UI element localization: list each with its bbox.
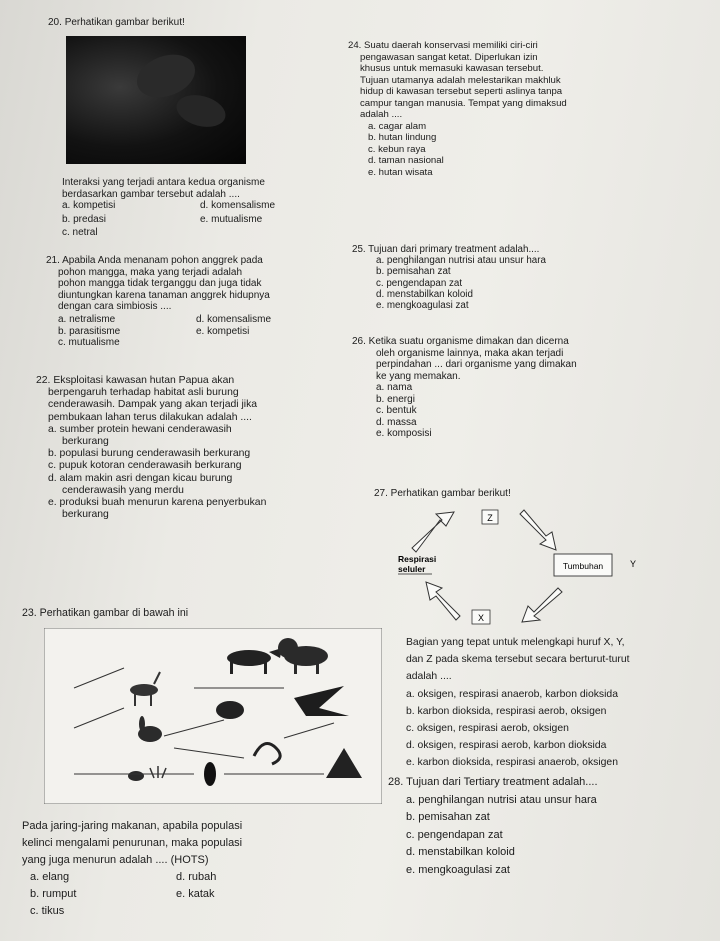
badger-icon xyxy=(216,701,244,719)
label-tumbuhan: Tumbuhan xyxy=(562,561,604,571)
arrow-down-right xyxy=(522,588,562,622)
option-d[interactable]: d. komensalisme xyxy=(200,200,276,211)
stem-line: pohon mangga tidak terganggu dan juga tidak xyxy=(58,278,262,290)
question-24 xyxy=(348,40,567,178)
option-b[interactable]: b. pemisahan zat xyxy=(376,266,451,278)
label-seluler: seluler xyxy=(398,564,426,574)
option-c[interactable]: c. bentuk xyxy=(376,405,417,416)
option-e-cont: berkurang xyxy=(62,509,109,521)
option-d[interactable]: d. taman nasional xyxy=(368,155,444,166)
option-e[interactable]: e. mengkoagulasi zat xyxy=(376,300,469,312)
stem-line: pengawasan sangat ketat. Diperlukan izin xyxy=(360,51,538,63)
question-28 xyxy=(388,774,598,879)
question-number: 20. xyxy=(48,17,62,28)
stem-line: cenderawasih. Dampak yang akan terjadi jika xyxy=(48,399,258,411)
stem-line: 25. Tujuan dari primary treatment adalah.... xyxy=(352,244,540,255)
option-e[interactable]: e. mengkoagulasi zat xyxy=(406,863,510,876)
question-23-intro xyxy=(22,608,188,620)
symbiosis-photo xyxy=(66,36,246,164)
question-21 xyxy=(46,255,271,349)
option-d[interactable]: d. rubah xyxy=(176,871,217,883)
option-c[interactable]: c. tikus xyxy=(30,905,65,917)
option-a[interactable]: a. sumber protein hewani cenderawasih xyxy=(48,423,232,435)
option-b[interactable]: b. energi xyxy=(376,393,415,405)
option-c[interactable]: c. mutualisme xyxy=(58,337,120,349)
question-22 xyxy=(36,375,266,521)
option-e[interactable]: e. karbon dioksida, respirasi anaerob, oksigen xyxy=(406,757,618,769)
stem-line: hidup di kawasan tersebut seperti aslinya tanpa xyxy=(360,86,563,97)
arrow-up-left xyxy=(412,512,454,552)
respiration-cycle-diagram xyxy=(396,500,646,630)
food-web-diagram xyxy=(44,628,382,804)
option-e[interactable]: e. kompetisi xyxy=(196,325,250,337)
option-a[interactable]: a. kompetisi xyxy=(62,200,116,211)
stem-line: dan Z pada skema tersebut secara berturut-turut xyxy=(406,654,630,666)
stem-line: pohon mangga, maka yang terjadi adalah xyxy=(58,266,243,278)
label-y: Y xyxy=(630,559,637,569)
option-a[interactable]: a. nama xyxy=(376,382,413,393)
option-e[interactable]: e. hutan wisata xyxy=(368,166,433,178)
question-intro: Perhatikan gambar berikut! xyxy=(64,17,185,28)
option-a[interactable]: a. cagar alam xyxy=(368,120,427,132)
question-20-options xyxy=(62,200,275,239)
stem-line: kelinci mengalami penurunan, maka populasi xyxy=(22,837,243,849)
option-b[interactable]: b. pemisahan zat xyxy=(406,811,490,823)
stem-line: yang juga menurun adalah .... (HOTS) xyxy=(22,854,209,866)
stem-line: 24. Suatu daerah konservasi memiliki ciri-ciri xyxy=(348,40,538,51)
stem-line: perpindahan ... dari organisme yang dimakan xyxy=(376,359,577,370)
option-b[interactable]: b. rumput xyxy=(30,888,77,900)
question-20-stem xyxy=(62,177,265,200)
stem-line: Pada jaring-jaring makanan, apabila populasi xyxy=(22,820,243,832)
option-d[interactable]: d. alam makin asri dengan kicau burung xyxy=(48,472,233,484)
option-c[interactable]: c. pupuk kotoran cenderawasih berkurang xyxy=(48,460,242,472)
stem-line: diuntungkan karena tanaman anggrek hidupnya xyxy=(58,289,270,301)
option-c[interactable]: c. pengendapan zat xyxy=(376,277,463,289)
stem-line: pembukaan lahan terus dilakukan adalah .... xyxy=(48,411,252,423)
option-b[interactable]: b. populasi burung cenderawasih berkurang xyxy=(48,448,251,460)
option-b[interactable]: b. karbon dioksida, respirasi aerob, oksigen xyxy=(406,705,607,717)
option-a[interactable]: a. penghilangan nutrisi atau unsur hara xyxy=(376,255,546,267)
option-d-cont: cenderawasih yang merdu xyxy=(62,484,184,496)
stem-line: Interaksi yang terjadi antara kedua organisme xyxy=(62,177,265,188)
stem-line: 21. Apabila Anda menanam pohon anggrek pada xyxy=(46,255,263,266)
label-respirasi: Respirasi xyxy=(398,554,437,564)
stem-line: khusus untuk memasuki kawasan tersebut. xyxy=(360,63,544,74)
stem-line: berpengaruh terhadap habitat asli burung xyxy=(48,387,239,399)
stem-line: 26. Ketika suatu organisme dimakan dan dicerna xyxy=(352,336,569,347)
option-d[interactable]: d. menstabilkan koloid xyxy=(376,288,473,300)
stem-line: berdasarkan gambar tersebut adalah .... xyxy=(62,188,240,200)
option-a[interactable]: a. netralisme xyxy=(58,313,116,325)
question-25 xyxy=(352,244,546,311)
option-a-cont: berkurang xyxy=(62,436,109,448)
arrow-up-right xyxy=(520,510,556,550)
option-d[interactable]: d. menstabilkan koloid xyxy=(406,846,515,858)
option-b[interactable]: b. predasi xyxy=(62,213,106,225)
stem-line: adalah .... xyxy=(406,671,452,683)
option-d[interactable]: d. komensalisme xyxy=(196,313,272,325)
option-d[interactable]: d. oksigen, respirasi aerob, karbon dioksida xyxy=(406,740,607,752)
rat-icon xyxy=(128,771,144,781)
label-x: X xyxy=(477,613,485,623)
option-a[interactable]: a. oksigen, respirasi anaerob, karbon dioksida xyxy=(406,688,618,700)
option-a[interactable]: a. elang xyxy=(30,871,70,883)
option-e[interactable]: e. komposisi xyxy=(376,428,432,439)
stem-line: dengan cara simbiosis .... xyxy=(58,301,172,313)
stem-line: Tujuan utamanya adalah melestarikan makhluk xyxy=(360,74,561,86)
question-26 xyxy=(352,336,577,440)
option-c[interactable]: c. pengendapan zat xyxy=(406,828,503,841)
question-23-stem xyxy=(22,818,242,920)
stem-line: 22. Eksploitasi kawasan hutan Papua akan xyxy=(36,375,235,386)
arrow-down-left xyxy=(426,582,460,620)
option-b[interactable]: b. hutan lindung xyxy=(368,132,437,143)
question-27-intro xyxy=(374,488,511,500)
option-a[interactable]: a. penghilangan nutrisi atau unsur hara xyxy=(406,793,597,806)
option-d[interactable]: d. massa xyxy=(376,416,417,428)
question-27-stem xyxy=(406,634,630,772)
stem-line: oleh organisme lainnya, maka akan terjadi xyxy=(376,347,564,359)
option-e[interactable]: e. mutualisme xyxy=(200,213,263,225)
option-c[interactable]: c. oksigen, respirasi aerob, oksigen xyxy=(406,723,569,735)
option-c[interactable]: c. kebun raya xyxy=(368,143,426,155)
stem-line: ke yang memakan. xyxy=(376,370,461,382)
question-intro: 27. Perhatikan gambar berikut! xyxy=(374,488,511,499)
option-e[interactable]: e. katak xyxy=(176,888,215,900)
stem-line: Bagian yang tepat untuk melengkapi huruf X, Y, xyxy=(406,637,625,648)
option-b[interactable]: b. parasitisme xyxy=(58,325,121,337)
stem-line: adalah .... xyxy=(360,109,403,120)
stem-line: 28. Tujuan dari Tertiary treatment adalah.... xyxy=(388,776,598,788)
option-e[interactable]: e. produksi buah menurun karena penyerbukan xyxy=(48,497,267,509)
question-intro: 23. Perhatikan gambar di bawah ini xyxy=(22,607,189,619)
option-c[interactable]: c. netral xyxy=(62,227,98,239)
label-z: Z xyxy=(487,513,493,523)
stem-line: campur tangan manusia. Tempat yang dimaksud xyxy=(360,97,567,109)
bird-icon xyxy=(204,762,216,786)
question-20 xyxy=(48,17,185,29)
